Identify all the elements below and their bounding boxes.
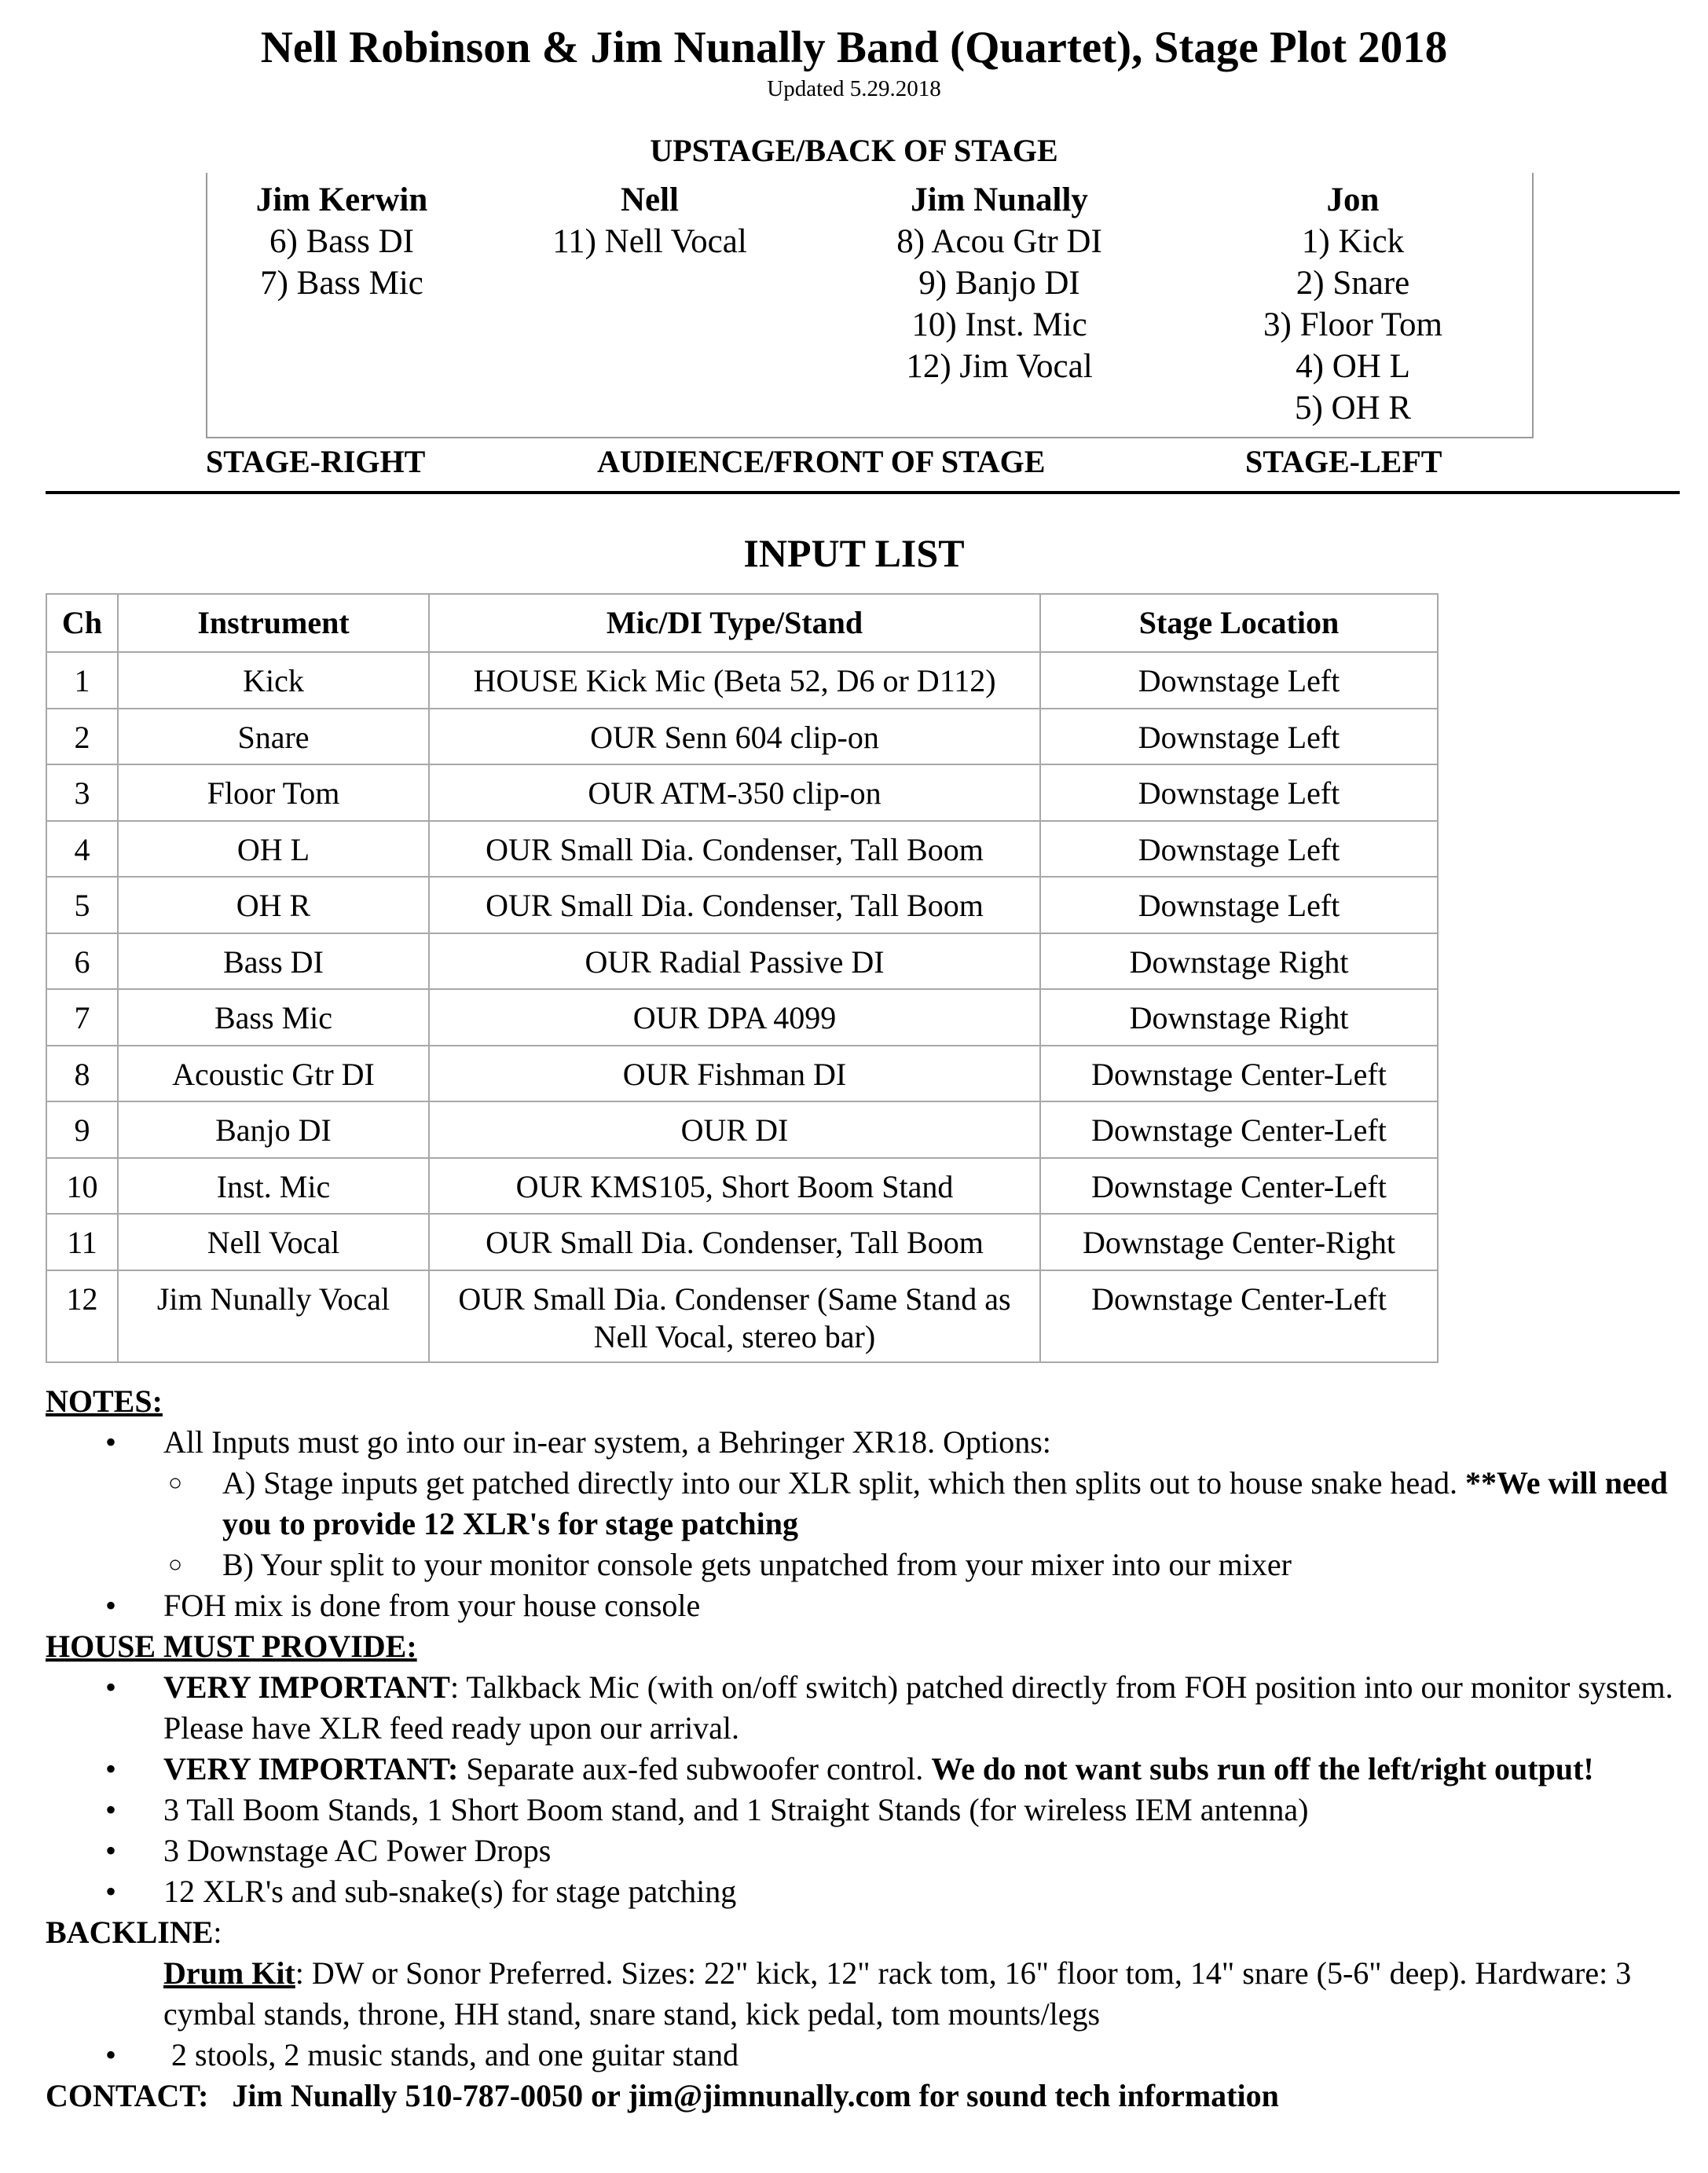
stage-column-nell bbox=[477, 179, 823, 262]
cell-location: Downstage Center-Left bbox=[1040, 1158, 1438, 1215]
cell-instrument: Jim Nunally Vocal bbox=[118, 1270, 429, 1362]
cell-ch: 6 bbox=[46, 933, 118, 990]
performer-name: Jon bbox=[1326, 181, 1380, 218]
stage-input: 11) Nell Vocal bbox=[552, 223, 747, 260]
column-header-mic-type: Mic/DI Type/Stand bbox=[429, 594, 1040, 652]
cell-mic: OUR Small Dia. Condenser, Tall Boom bbox=[429, 877, 1040, 933]
input-list-table bbox=[46, 593, 1439, 1363]
cell-ch: 1 bbox=[46, 652, 118, 709]
cell-instrument: Acoustic Gtr DI bbox=[118, 1046, 429, 1102]
cell-instrument: Floor Tom bbox=[118, 764, 429, 821]
note-emphasis: VERY IMPORTANT: bbox=[163, 1751, 459, 1786]
column-header-instrument: Instrument bbox=[118, 594, 429, 652]
table-row bbox=[46, 652, 1438, 709]
list-item bbox=[46, 2035, 1695, 2076]
bullet-icon: • bbox=[105, 1751, 117, 1786]
cell-ch: 9 bbox=[46, 1101, 118, 1158]
table-row bbox=[46, 933, 1438, 990]
cell-instrument: Nell Vocal bbox=[118, 1214, 429, 1270]
cell-location: Downstage Left bbox=[1040, 764, 1438, 821]
table-row bbox=[46, 821, 1438, 878]
cell-location: Downstage Left bbox=[1040, 709, 1438, 765]
note-emphasis: VERY IMPORTANT bbox=[163, 1669, 450, 1705]
cell-location: Downstage Right bbox=[1040, 933, 1438, 990]
cell-instrument: OH R bbox=[118, 877, 429, 933]
audience-label: AUDIENCE/FRONT OF STAGE bbox=[597, 444, 1046, 479]
table-row bbox=[46, 989, 1438, 1046]
cell-ch: 5 bbox=[46, 877, 118, 933]
circle-bullet-icon: ○ bbox=[168, 1552, 183, 1578]
cell-mic: OUR ATM-350 clip-on bbox=[429, 764, 1040, 821]
table-row bbox=[46, 1101, 1438, 1158]
notes-section bbox=[46, 1381, 1695, 2116]
table-header-row bbox=[46, 594, 1438, 652]
contact-line: CONTACT: Jim Nunally 510-787-0050 or jim@jimnunally.com for sound tech information bbox=[46, 2078, 1279, 2113]
stage-column-jim-nunally bbox=[827, 179, 1172, 387]
circle-bullet-icon: ○ bbox=[168, 1470, 183, 1496]
upstage-label: UPSTAGE/BACK OF STAGE bbox=[650, 133, 1058, 168]
cell-mic: OUR Fishman DI bbox=[429, 1046, 1040, 1102]
cell-ch: 8 bbox=[46, 1046, 118, 1102]
stage-input: 5) OH R bbox=[1294, 390, 1412, 427]
input-list-title: INPUT LIST bbox=[743, 531, 965, 575]
table-row bbox=[46, 1270, 1438, 1362]
column-header-ch: Ch bbox=[46, 594, 118, 652]
cell-ch: 3 bbox=[46, 764, 118, 821]
cell-location: Downstage Center-Left bbox=[1040, 1101, 1438, 1158]
cell-instrument: Bass Mic bbox=[118, 989, 429, 1046]
cell-ch: 10 bbox=[46, 1158, 118, 1215]
updated-date: Updated 5.29.2018 bbox=[767, 76, 941, 101]
note-text: : Talkback Mic (with on/off switch) patched directly from FOH position into our monitor system. Please have XLR feed ready upon our arrival. bbox=[163, 1669, 1673, 1746]
cell-mic: OUR DI bbox=[429, 1101, 1040, 1158]
cell-instrument: Snare bbox=[118, 709, 429, 765]
drum-kit-label: Drum Kit bbox=[163, 1955, 295, 1991]
notes-heading: NOTES: bbox=[46, 1383, 163, 1419]
bullet-icon: • bbox=[105, 1424, 117, 1460]
cell-ch: 11 bbox=[46, 1214, 118, 1270]
note-text: 12 XLR's and sub-snake(s) for stage patching bbox=[163, 1874, 737, 1909]
bullet-icon: • bbox=[105, 1833, 117, 1868]
backline-colon: : bbox=[213, 1915, 222, 1950]
cell-instrument: Banjo DI bbox=[118, 1101, 429, 1158]
list-item bbox=[46, 1871, 1695, 1912]
note-text: 3 Tall Boom Stands, 1 Short Boom stand, and 1 Straight Stands (for wireless IEM antenna) bbox=[163, 1792, 1309, 1827]
cell-ch: 4 bbox=[46, 821, 118, 878]
cell-mic: HOUSE Kick Mic (Beta 52, D6 or D112) bbox=[429, 652, 1040, 709]
cell-location: Downstage Center-Left bbox=[1040, 1046, 1438, 1102]
cell-location: Downstage Left bbox=[1040, 877, 1438, 933]
cell-mic: OUR Small Dia. Condenser, Tall Boom bbox=[429, 821, 1040, 878]
cell-mic: OUR Radial Passive DI bbox=[429, 933, 1040, 990]
performer-name: Nell bbox=[620, 181, 680, 218]
house-heading: HOUSE MUST PROVIDE: bbox=[46, 1629, 417, 1664]
cell-mic: OUR DPA 4099 bbox=[429, 989, 1040, 1046]
cell-mic: OUR Small Dia. Condenser (Same Stand as Nell Vocal, stereo bar) bbox=[429, 1270, 1040, 1362]
note-text: 3 Downstage AC Power Drops bbox=[163, 1833, 552, 1868]
cell-mic: OUR Senn 604 clip-on bbox=[429, 709, 1040, 765]
cell-instrument: OH L bbox=[118, 821, 429, 878]
note-text: A) Stage inputs get patched directly into our XLR split, which then splits out to house snake head. bbox=[222, 1465, 1465, 1501]
note-text: All Inputs must go into our in-ear system, a Behringer XR18. Options: bbox=[163, 1424, 1051, 1460]
list-item bbox=[46, 1422, 1695, 1463]
table-row bbox=[46, 764, 1438, 821]
cell-location: Downstage Left bbox=[1040, 821, 1438, 878]
note-emphasis: We do not want subs run off the left/right output! bbox=[931, 1751, 1594, 1786]
cell-location: Downstage Left bbox=[1040, 652, 1438, 709]
stage-input: 4) OH L bbox=[1296, 348, 1410, 385]
list-item bbox=[46, 1749, 1695, 1790]
cell-ch: 7 bbox=[46, 989, 118, 1046]
list-item bbox=[46, 1953, 1695, 2035]
performer-name: Jim Kerwin bbox=[255, 181, 428, 218]
stage-input: 12) Jim Vocal bbox=[906, 348, 1093, 385]
bullet-icon: • bbox=[105, 1792, 117, 1827]
stage-input: 7) Bass Mic bbox=[260, 265, 423, 302]
performer-name: Jim Nunally bbox=[911, 181, 1088, 218]
stage-input: 1) Kick bbox=[1301, 223, 1405, 260]
cell-ch: 2 bbox=[46, 709, 118, 765]
note-text: Separate aux-fed subwoofer control. bbox=[458, 1751, 932, 1786]
list-item bbox=[46, 1667, 1695, 1749]
list-item bbox=[46, 1585, 1695, 1626]
bullet-icon: • bbox=[105, 2037, 117, 2072]
list-item bbox=[46, 1545, 1695, 1585]
cell-location: Downstage Center-Left bbox=[1040, 1270, 1438, 1362]
bullet-icon: • bbox=[105, 1588, 117, 1623]
section-divider bbox=[46, 491, 1680, 494]
cell-instrument: Kick bbox=[118, 652, 429, 709]
cell-mic: OUR Small Dia. Condenser, Tall Boom bbox=[429, 1214, 1040, 1270]
stage-left-label: STAGE-LEFT bbox=[1245, 444, 1442, 479]
stage-input: 2) Snare bbox=[1296, 265, 1410, 302]
note-emphasis: **We will need you to provide 12 XLR's for stage patching bbox=[222, 1465, 1668, 1541]
table-row bbox=[46, 1214, 1438, 1270]
stage-input: 6) Bass DI bbox=[269, 223, 414, 260]
column-header-stage-location: Stage Location bbox=[1040, 594, 1438, 652]
stage-column-jon bbox=[1180, 179, 1526, 429]
cell-location: Downstage Right bbox=[1040, 989, 1438, 1046]
cell-instrument: Inst. Mic bbox=[118, 1158, 429, 1215]
cell-instrument: Bass DI bbox=[118, 933, 429, 990]
stage-right-label: STAGE-RIGHT bbox=[206, 444, 426, 479]
table-row bbox=[46, 877, 1438, 933]
cell-location: Downstage Center-Right bbox=[1040, 1214, 1438, 1270]
note-text: B) Your split to your monitor console gets unpatched from your mixer into our mixer bbox=[222, 1547, 1292, 1582]
backline-heading bbox=[46, 1912, 1695, 1953]
stage-input: 3) Floor Tom bbox=[1263, 306, 1442, 343]
stage-input: 10) Inst. Mic bbox=[911, 306, 1087, 343]
table-row bbox=[46, 1158, 1438, 1215]
table-row bbox=[46, 1046, 1438, 1102]
cell-mic: OUR KMS105, Short Boom Stand bbox=[429, 1158, 1040, 1215]
list-item bbox=[46, 1830, 1695, 1871]
stage-column-jim-kerwin bbox=[169, 179, 515, 304]
bullet-icon: • bbox=[105, 1669, 117, 1705]
stage-input: 9) Banjo DI bbox=[918, 265, 1080, 302]
cell-ch: 12 bbox=[46, 1270, 118, 1362]
document-title: Nell Robinson & Jim Nunally Band (Quartet), Stage Plot 2018 bbox=[260, 23, 1448, 72]
note-text: 2 stools, 2 music stands, and one guitar stand bbox=[163, 2037, 739, 2072]
table-row bbox=[46, 709, 1438, 765]
note-text: : DW or Sonor Preferred. Sizes: 22" kick, 12" rack tom, 16" floor tom, 14" snare (5-6" deep). Hardware: 3 cymbal stands, throne, HH stand, snare stand, kick pedal, tom mounts/legs bbox=[163, 1955, 1632, 2032]
stage-input: 8) Acou Gtr DI bbox=[896, 223, 1102, 260]
list-item bbox=[46, 1790, 1695, 1830]
list-item bbox=[46, 1463, 1695, 1545]
bullet-icon: • bbox=[105, 1874, 117, 1909]
note-text: FOH mix is done from your house console bbox=[163, 1588, 701, 1623]
backline-heading-text: BACKLINE bbox=[46, 1915, 214, 1950]
